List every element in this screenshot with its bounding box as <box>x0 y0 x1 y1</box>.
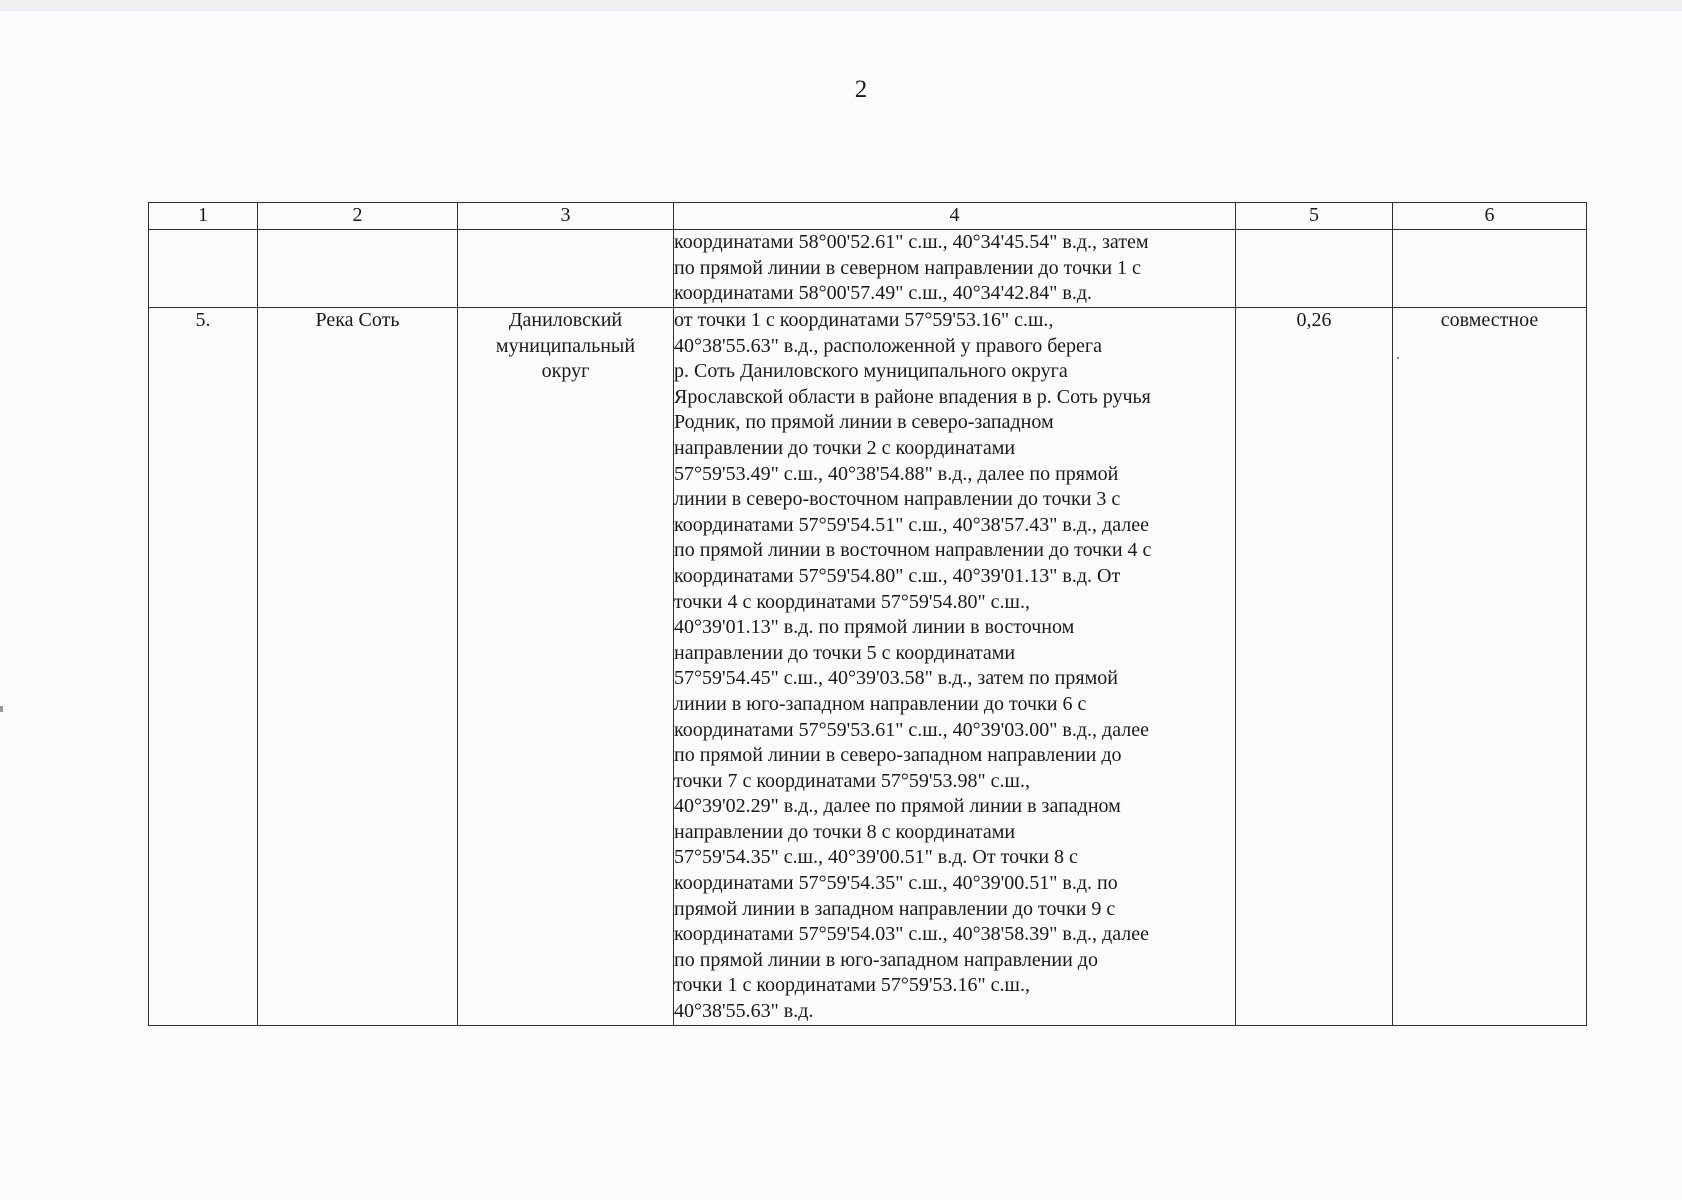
table-row <box>149 230 1587 308</box>
usage-type-cell <box>1393 230 1587 308</box>
usage-type-cell: совместное <box>1393 308 1587 1026</box>
column-header: 6 <box>1393 203 1587 230</box>
object-name-cell <box>258 230 458 308</box>
column-header: 5 <box>1236 203 1393 230</box>
page-number: 2 <box>854 76 868 103</box>
scan-artifact <box>1397 357 1399 359</box>
scan-top-edge <box>0 0 1682 11</box>
boundary-description-text: от точки 1 с координатами 57°59'53.16" с.ш., 40°38'55.63" в.д., расположенной у правого берега р. Соть Даниловского муниципального округа Ярославской области в районе впадения в р. Соть ручья Родник, по прямой линии в северо-западном направлении до точки 2 с координатами 57°59'53.49" с.ш., 40°38'54.88" в.д., далее по прямой линии в северо-восточном направлении до точки 3 с координатами 57°59'54.51" с.ш., 40°38'57.43" в.д., далее по прямой линии в восточном направлении до точки 4 с координатами 57°59'54.80" с.ш., 40°39'01.13" в.д. От точки 4 с координатами 57°59'54.80" с.ш., 40°39'01.13" в.д. по прямой линии в восточном направлении до точки 5 с координатами 57°59'54.45" с.ш., 40°39'03.58" в.д., затем по прямой линии в юго-западном направлении до точки 6 с координатами 57°59'53.61" с.ш., 40°39'03.00" в.д., далее по прямой линии в северо-западном направлении до точки 7 с координатами 57°59'53.98" с.ш., 40°39'02.29" в.д., далее по прямой линии в западном направлении до точки 8 с координатами 57°59'54.35" с.ш., 40°39'00.51" в.д. От точки 8 с координатами 57°59'54.35" с.ш., 40°39'00.51" в.д. по прямой линии в западном направлении до точки 9 с координатами 57°59'54.03" с.ш., 40°38'58.39" в.д., далее по прямой линии в юго-западном направлении до точки 1 с координатами 57°59'53.16" с.ш., 40°38'55.63" в.д. <box>674 309 1152 1023</box>
column-header: 1 <box>149 203 258 230</box>
table-header-row <box>149 203 1587 230</box>
column-header: 4 <box>674 203 1236 230</box>
municipality-cell <box>458 230 674 308</box>
row-number-cell: 5. <box>149 308 258 1026</box>
boundary-description-text: координатами 58°00'52.61" с.ш., 40°34'45.54" в.д., затем по прямой линии в северном направлении до точки 1 с координатами 58°00'57.49" с.ш., 40°34'42.84" в.д. <box>674 231 1149 305</box>
table-row <box>149 308 1587 1026</box>
boundary-description-cell <box>674 308 1236 1026</box>
column-header: 2 <box>258 203 458 230</box>
municipality-text: Даниловский муниципальный округ <box>495 309 636 383</box>
document-table <box>148 202 1587 1026</box>
area-value-cell: 0,26 <box>1236 308 1393 1026</box>
object-name-cell: Река Соть <box>258 308 458 1026</box>
boundary-description-cell <box>674 230 1236 308</box>
municipality-cell <box>458 308 674 1026</box>
scan-artifact <box>0 706 3 712</box>
column-header: 3 <box>458 203 674 230</box>
row-number-cell <box>149 230 258 308</box>
area-value-cell <box>1236 230 1393 308</box>
